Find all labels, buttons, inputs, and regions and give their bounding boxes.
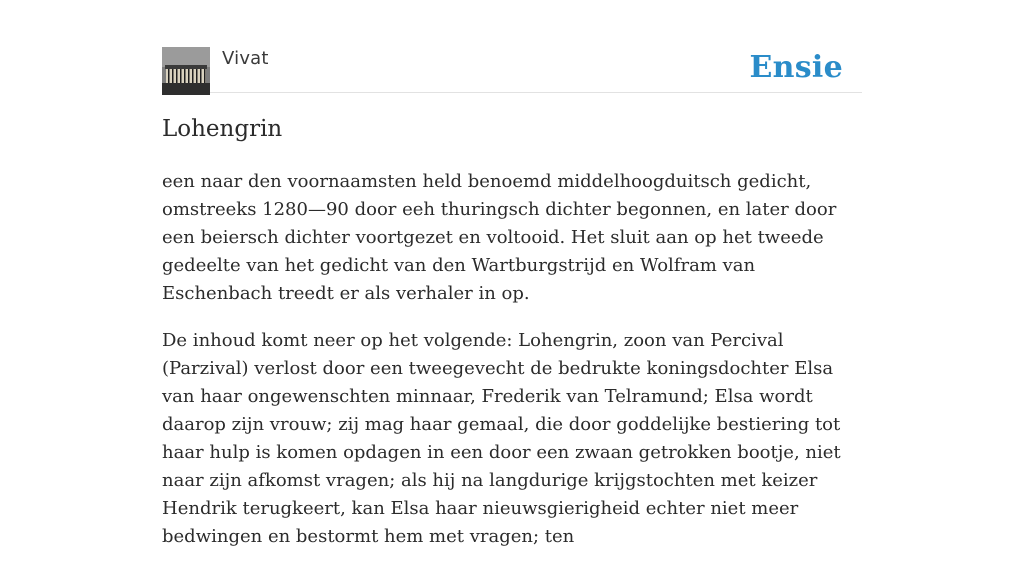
article-body — [162, 168, 862, 570]
article-title: Lohengrin — [162, 116, 283, 142]
article-page — [162, 0, 862, 547]
brand-logo[interactable]: Ensie — [749, 50, 843, 85]
article-paragraph: De inhoud komt neer op het volgende: Lohengrin, zoon van Percival (Parzival) verlost door een tweegevecht de bedrukte koningsdochter Elsa van haar ongewenschten minnaar, Frederik van Telramund; Elsa wordt daarop zijn vrouw; zij mag haar gemaal, die door goddelijke bestiering tot haar hulp is komen opdagen in een door een zwaan getrokken bootje, niet naar zijn afkomst vragen; als hij na langdurige krijgstochten met keizer Hendrik terugkeert, kan Elsa haar nieuwsgierigheid echter niet meer bedwingen en bestormt hem met vragen; ten — [162, 330, 841, 547]
author-name[interactable]: Vivat — [222, 48, 269, 69]
author-avatar[interactable] — [162, 47, 210, 95]
article-header — [162, 47, 862, 93]
article-paragraph: een naar den voornaamsten held benoemd middelhoogduitsch gedicht, omstreeks 1280—90 door eeh thuringsch dichter begonnen, en later door een beiersch dichter voortgezet en voltooid. Het sluit aan op het tweede gedeelte van het gedicht van den Wartburgstrijd en Wolfram van Eschenbach treedt er als verhaler in op. — [162, 171, 837, 304]
typewriter-avatar-image — [162, 47, 210, 95]
